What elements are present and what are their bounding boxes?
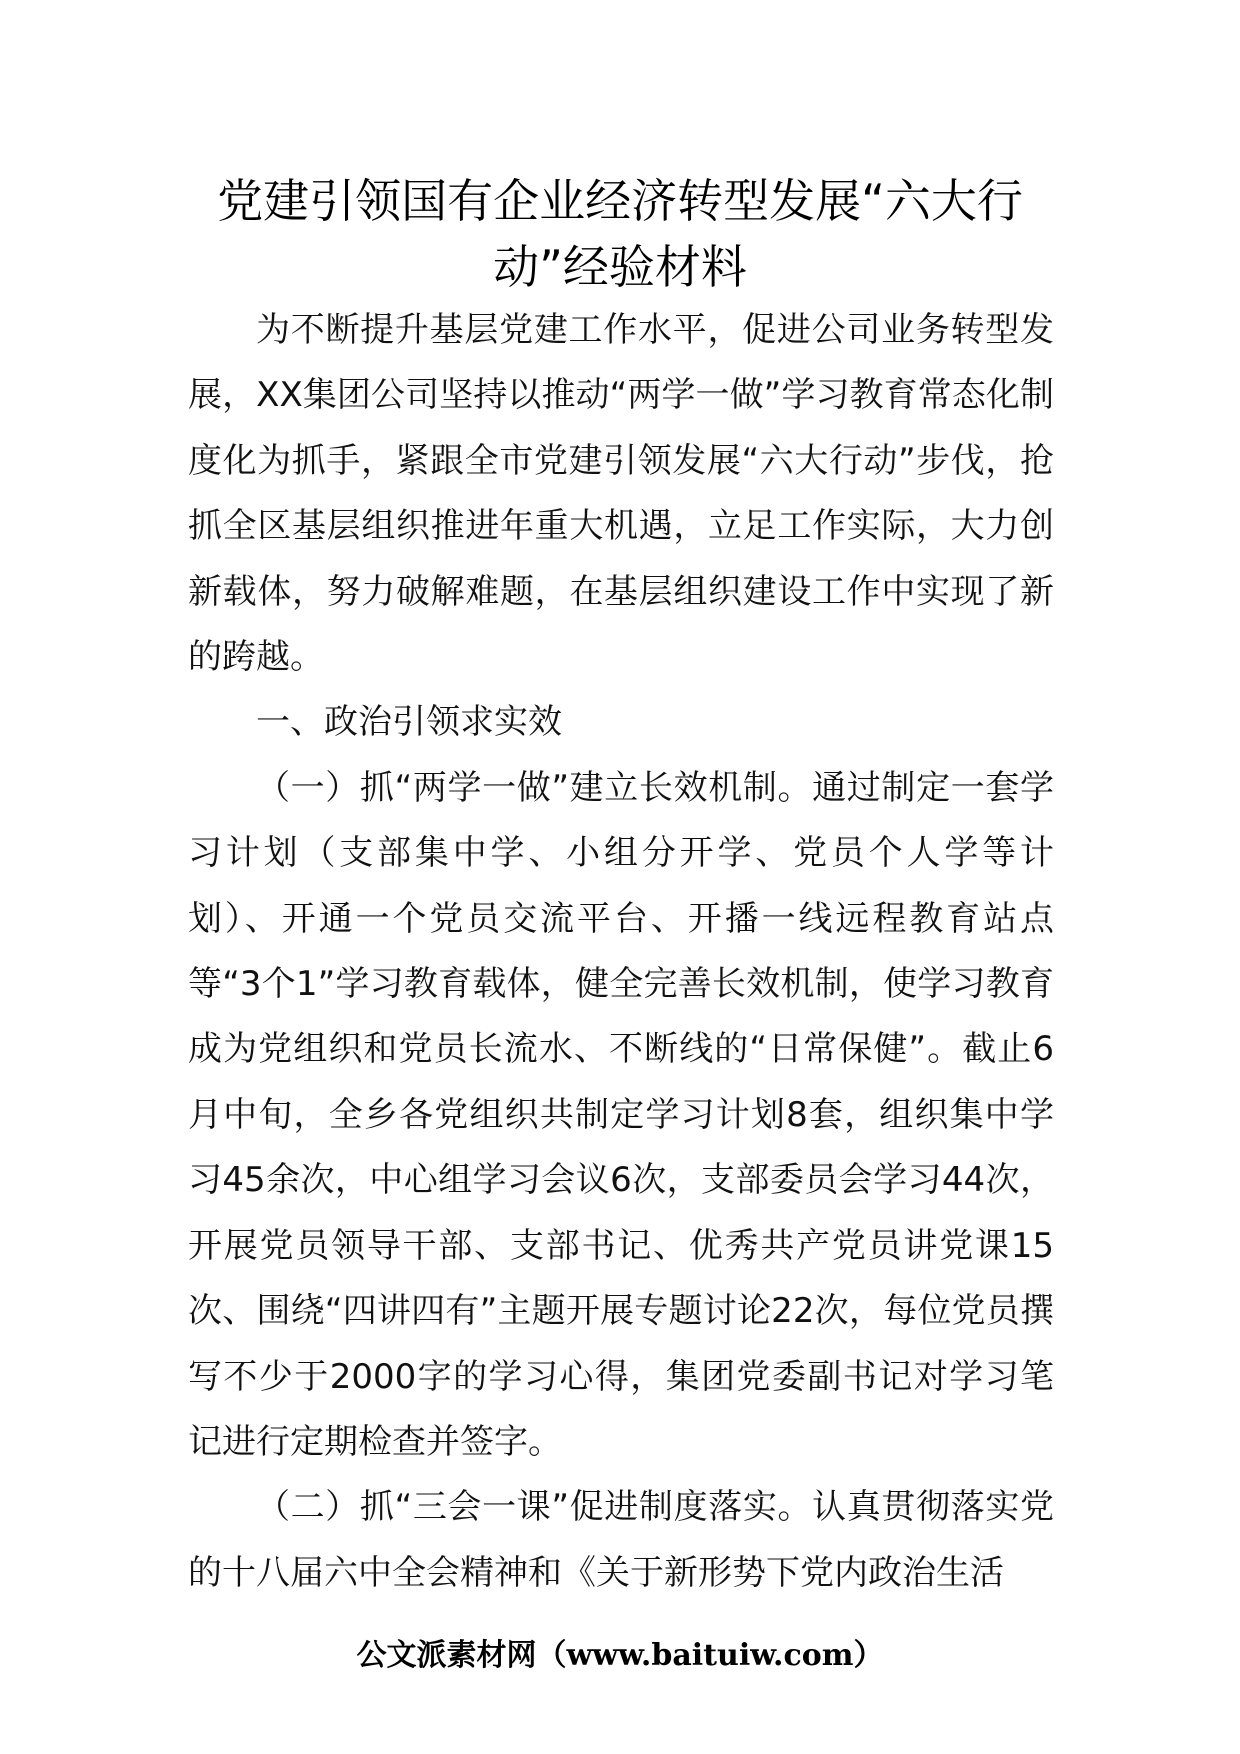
section-heading: 一、政治引领求实效 (256, 702, 562, 743)
document-body (188, 298, 1054, 1606)
subsection-paragraph-1: （一）抓“两学一做”建立长效机制。通过制定一套学习计划（支部集中学、小组分开学、党员个人学等计划）、开通一个党员交流平台、开播一线远程教育站点等“3个1”学习教育载体，健全完善长效机制，使学习教育成为党组织和党员长流水、不断线的“日常保健”。截止6月中旬，全乡各党组织共制定学习计划8套，组织集中学习45余次，中心组学习会议6次，支部委员会学习44次，开展党员领导干部、支部书记、优秀共产党员讲党课15次、围绕“四讲四有”主题开展专题讨论22次，每位党员撰写不少于2000字的学习心得，集团党委副书记对学习笔记进行定期检查并签字。 (188, 767, 1054, 1462)
footer-watermark: 公文派素材网（www.baituiw.com） (356, 1638, 884, 1673)
subsection-paragraph-2: （二）抓“三会一课”促进制度落实。认真贯彻落实党的十八届六中全会精神和《关于新形势下党内政治生活 (188, 1487, 1054, 1593)
document-title: 党建引领国有企业经济转型发展“六大行动”经验材料 (217, 174, 1023, 294)
intro-paragraph: 为不断提升基层党建工作水平，促进公司业务转型发展，XX集团公司坚持以推动“两学一做”学习教育常态化制度化为抓手，紧跟全市党建引领发展“六大行动”步伐，抢抓全区基层组织推进年重大机遇，立足工作实际，大力创新载体，努力破解难题，在基层组织建设工作中实现了新的跨越。 (188, 310, 1054, 678)
